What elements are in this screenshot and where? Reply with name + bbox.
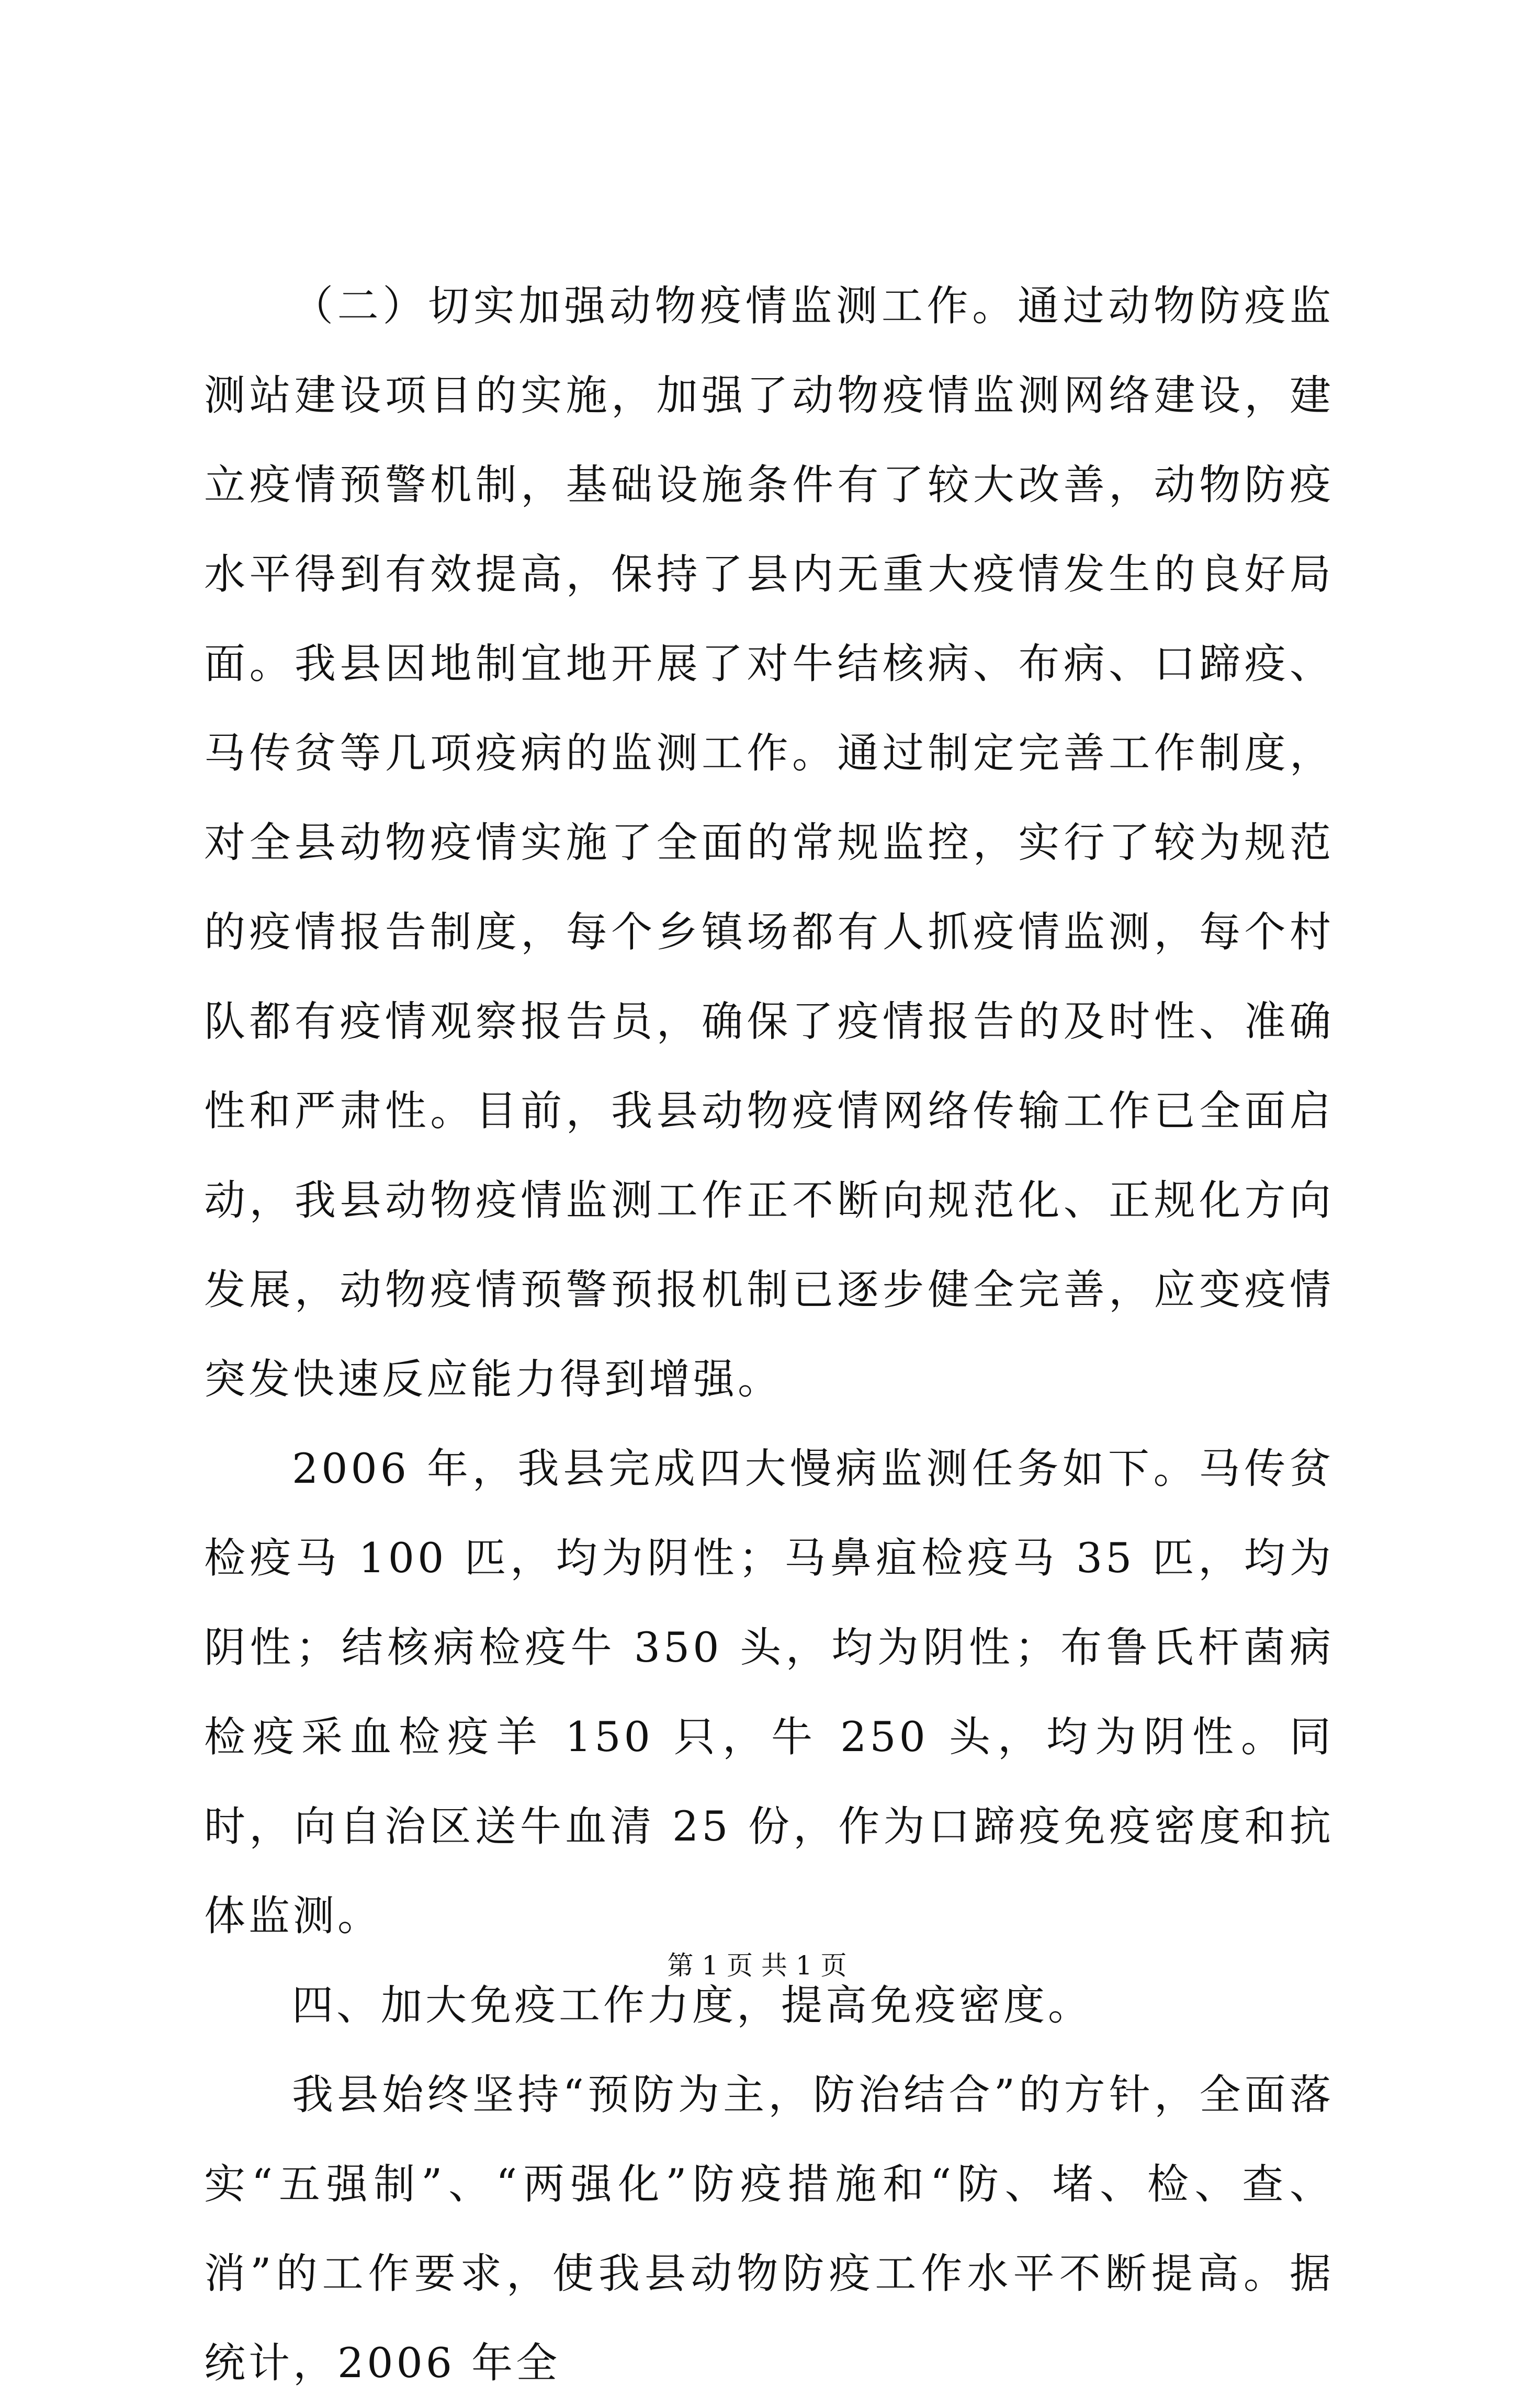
paragraph-monitoring: （二）切实加强动物疫情监测工作。通过动物防疫监测站建设项目的实施，加强了动物疫情监测网络建设，建立疫情预警机制，基础设施条件有了较大改善，动物防疫水平得到有效提高，保持了县内无重大疫情发生的良好局面。我县因地制宜地开展了对牛结核病、布病、口蹄疫、马传贫等几项疫病的监测工作。通过制定完善工作制度，对全县动物疫情实施了全面的常规监控，实行了较为规范的疫情报告制度，每个乡镇场都有人抓疫情监测，每个村队都有疫情观察报告员，确保了疫情报告的及时性、准确性和严肃性。目前，我县动物疫情网络传输工作已全面启动，我县动物疫情监测工作正不断向规范化、正规化方向发展，动物疫情预警预报机制已逐步健全完善，应变疫情突发快速反应能力得到增强。 xyxy=(204,282,1334,1403)
section-heading-immunization: 四、加大免疫工作力度，提高免疫密度。 xyxy=(292,1981,1092,2029)
document-body xyxy=(204,262,1334,2408)
paragraph-immunization: 我县始终坚持“预防为主，防治结合”的方针，全面落实“五强制”、“两强化”防疫措施和“防、堵、检、查、消”的工作要求，使我县动物防疫工作水平不断提高。据统计，2006 年全 xyxy=(204,2071,1334,2387)
page-footer: 第 1 页 共 1 页 xyxy=(667,1950,847,1981)
paragraph-2006-results: 2006 年，我县完成四大慢病监测任务如下。马传贫检疫马 100 匹，均为阴性；马鼻疽检疫马 35 匹，均为阴性；结核病检疫牛 350 头，均为阴性；布鲁氏杆菌病检疫采血检疫羊 150 只，牛 250 头，均为阴性。同时，向自治区送牛血清 25 份，作为口蹄疫免疫密度和抗体监测。 xyxy=(204,1445,1334,1940)
